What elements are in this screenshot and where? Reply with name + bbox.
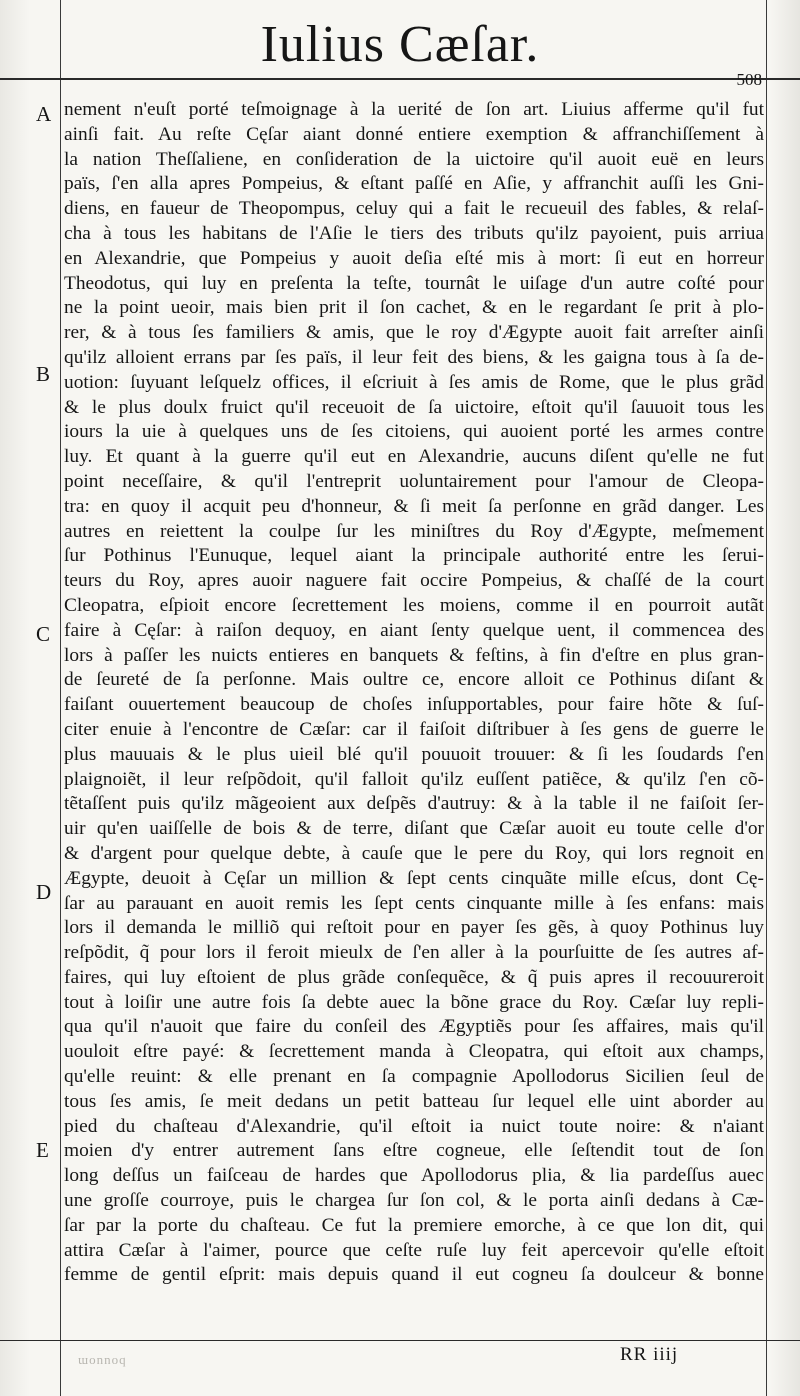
text-line: teurs du Roy, apres auoir naguere fait occire Pompeius, & chaſſé de la court [64, 570, 764, 592]
text-line: la nation Theſſaliene, en conſideration de la uictoire qu'il auoit euë en leurs [64, 148, 764, 170]
text-line: qua qu'il n'auoit que faire du conſeil des Ægyptiẽs pour ſes affaires, mais qu'il [64, 1016, 764, 1038]
text-line: luy. Et quant à la guerre qu'il eut en Alexandrie, aucuns diſent qu'elle ne fut [64, 446, 764, 468]
text-line: autres en reiettent la coulpe ſur les miniſtres du Roy d'Ægypte, meſmement [64, 520, 764, 542]
text-line: en Alexandrie, que Pompeius y auoit deſia eſté mis à mort: ſi eut en horreur [64, 247, 764, 269]
text-line: attira Cæſar à l'aimer, pource que ceſte ruſe luy feit apercevoir qu'elle eſtoit [64, 1239, 764, 1261]
margin-letter-a: A [36, 102, 52, 126]
text-line: ne la point ueoir, mais bien prit il ſon cachet, & en le regardant ſe prit à plo- [64, 297, 764, 319]
text-line: plaignoiẽt, il leur reſpõdoit, qu'il falloit qu'ilz euſſent patiẽce, & qu'ilz ſ'en cõ- [64, 768, 764, 790]
margin-letter-c: C [36, 622, 51, 646]
text-line: une groſſe courroye, puis le chargea ſur ſon col, & le porta ainſi dedans à Cæ- [64, 1190, 764, 1212]
text-line: femme de gentil eſprit: mais depuis quand il eut cogneu ſa doulceur & bonne [64, 1264, 764, 1286]
show-through-text: ɯonnoq [78, 1352, 127, 1367]
body-text [64, 98, 764, 1313]
margin-letter-b: B [36, 362, 51, 386]
text-line: faires, qui luy eſtoient de plus grãde conſequẽce, & q̃ puis apres il recouureroit [64, 966, 764, 988]
margin-letter-d: D [36, 880, 52, 904]
text-line: & le plus doulx fruict qu'il receuoit de ſa uictoire, eſtoit qu'il ſauuoit tous les [64, 396, 764, 418]
margin-letter-e: E [36, 1138, 49, 1162]
text-line: tout à loiſir une autre fois ſa debte auec la bõne grace du Roy. Cæſar luy repli- [64, 991, 764, 1013]
text-line: faire à Cęſar: à raiſon dequoy, en aiant ſenty quelque uent, il commencea des [64, 619, 764, 641]
text-line: tous ſes amis, ſe meit dedans un petit batteau ſur lequel elle uint aborder au [64, 1090, 764, 1112]
text-line: & d'argent pour quelque debte, à cauſe que le pere du Roy, qui lors regnoit en [64, 842, 764, 864]
text-line: point neceſſaire, & qu'il l'entreprit uoluntairement pour l'amour de Cleopa- [64, 470, 764, 492]
text-line: cha à tous les habitans de l'Aſie le tiers des tributs qu'ilz payoient, puis arriua [64, 222, 764, 244]
text-line: ſur Pothinus l'Eunuque, lequel aiant la principale authorité entre les ſerui- [64, 545, 764, 567]
text-line: qu'elle reuint: & elle prenant en ſa compagnie Apollodorus Sicilien ſeul de [64, 1066, 764, 1088]
text-line: pied du chaſteau d'Alexandrie, qu'il eſtoit ia nuict toute noire: & n'aiant [64, 1115, 764, 1137]
text-line: lors à paſſer les nuicts entieres en banquets & feſtins, à fin d'eſtre en plus gran- [64, 644, 764, 666]
text-line: uotion: ſuyuant leſquelz offices, il eſcriuit à ſes amis de Rome, que le plus grãd [64, 371, 764, 393]
text-line: Theodotus, qui luy en preſenta la teſte, tournât le uiſage d'un autre coſté pour [64, 272, 764, 294]
text-line: tẽtaſſent puis qu'ilz mãgeoient aux deſpẽs d'autruy: & à la table il ne faiſoit ſer- [64, 793, 764, 815]
text-line: Cleopatra, eſpioit encore ſecrettement les moiens, comme il en pourroit autãt [64, 594, 764, 616]
text-line: rer, & à tous ſes familiers & amis, que le roy d'Ægypte auoit fait arreſter ainſi [64, 322, 764, 344]
text-line: Ægypte, deuoit à Cęſar un million & ſept cents cinquãte mille eſcus, dont Cę- [64, 867, 764, 889]
text-line: ſar par la porte du chaſteau. Ce fut la premiere emorche, à ce que lon dit, qui [64, 1214, 764, 1236]
text-line: plus mauuais & le plus uieil blé qu'il pouuoit trouuer: & ſi les ſoudards ſ'en [64, 743, 764, 765]
text-line: lors il demanda le milliõ qui reſtoit pour en payer ſes gẽs, à quoy Pothinus luy [64, 917, 764, 939]
text-line: ainſi fait. Au reſte Cęſar aiant donné entiere exemption & affranchiſſement à [64, 123, 764, 145]
running-title: Iulius Cæſar. [260, 16, 540, 73]
text-line: diens, en faueur de Theopompus, celuy qui a fait le recueuil des fables, & relaſ- [64, 198, 764, 220]
signature-mark: RR iiij [620, 1344, 679, 1365]
text-line: qu'ilz alloient errans par ſes païs, il leur feit des biens, & les gaigna tous à ſa de- [64, 346, 764, 368]
text-line: citer enuie à l'encontre de Cæſar: car il faiſoit diſtribuer à ſes gens de guerre le [64, 718, 764, 740]
text-line: uir qu'en uaiſſelle de bois & de terre, diſant que Cæſar auoit eu toute celle d'or [64, 818, 764, 840]
header-rule [0, 78, 800, 80]
text-line: païs, ſ'en alla apres Pompeius, & eſtant paſſé en Aſie, y affranchit auſſi les Gni- [64, 173, 764, 195]
left-margin-rule [60, 0, 61, 1396]
text-line: iours la uie à quelques uns de ſes citoiens, qui auoient porté les armes contre [64, 421, 764, 443]
text-line: long deſſus un faiſceau de hardes que Apollodorus plia, & lia pardeſſus auec [64, 1165, 764, 1187]
text-line: reſpõdit, q̃ pour lors il feroit mieulx de ſ'en aller à la pourſuitte de ſes autres af- [64, 942, 764, 964]
text-line: faiſant ouuertement beaucoup de choſes inſupportables, pour faire hõte & ſuſ- [64, 694, 764, 716]
text-line: nement n'euſt porté teſmoignage à la uerité de ſon art. Liuius afferme qu'il fut [64, 99, 764, 120]
footer-rule [0, 1340, 800, 1341]
text-line: tra: en quoy il acquit peu d'honneur, & ſi meit ſa perſonne en grãd danger. Les [64, 495, 764, 517]
text-line: uouloit eſtre payé: & ſecrettement manda à Cleopatra, qui eſtoit aux champs, [64, 1041, 764, 1063]
text-line: moien d'y entrer autrement ſans eſtre cogneue, elle ſeſtendit tout de ſon [64, 1140, 764, 1162]
right-margin-rule [766, 0, 767, 1396]
text-line: de ſeureté de ſa perſonne. Mais oultre ce, encore alloit ce Pothinus diſant & [64, 669, 764, 691]
folio-number: 508 [736, 70, 762, 89]
text-line: ſar au parauant en auoit remis les ſept cents cinquante mille à ſes enfans: mais [64, 892, 764, 914]
text-line [64, 1288, 764, 1313]
